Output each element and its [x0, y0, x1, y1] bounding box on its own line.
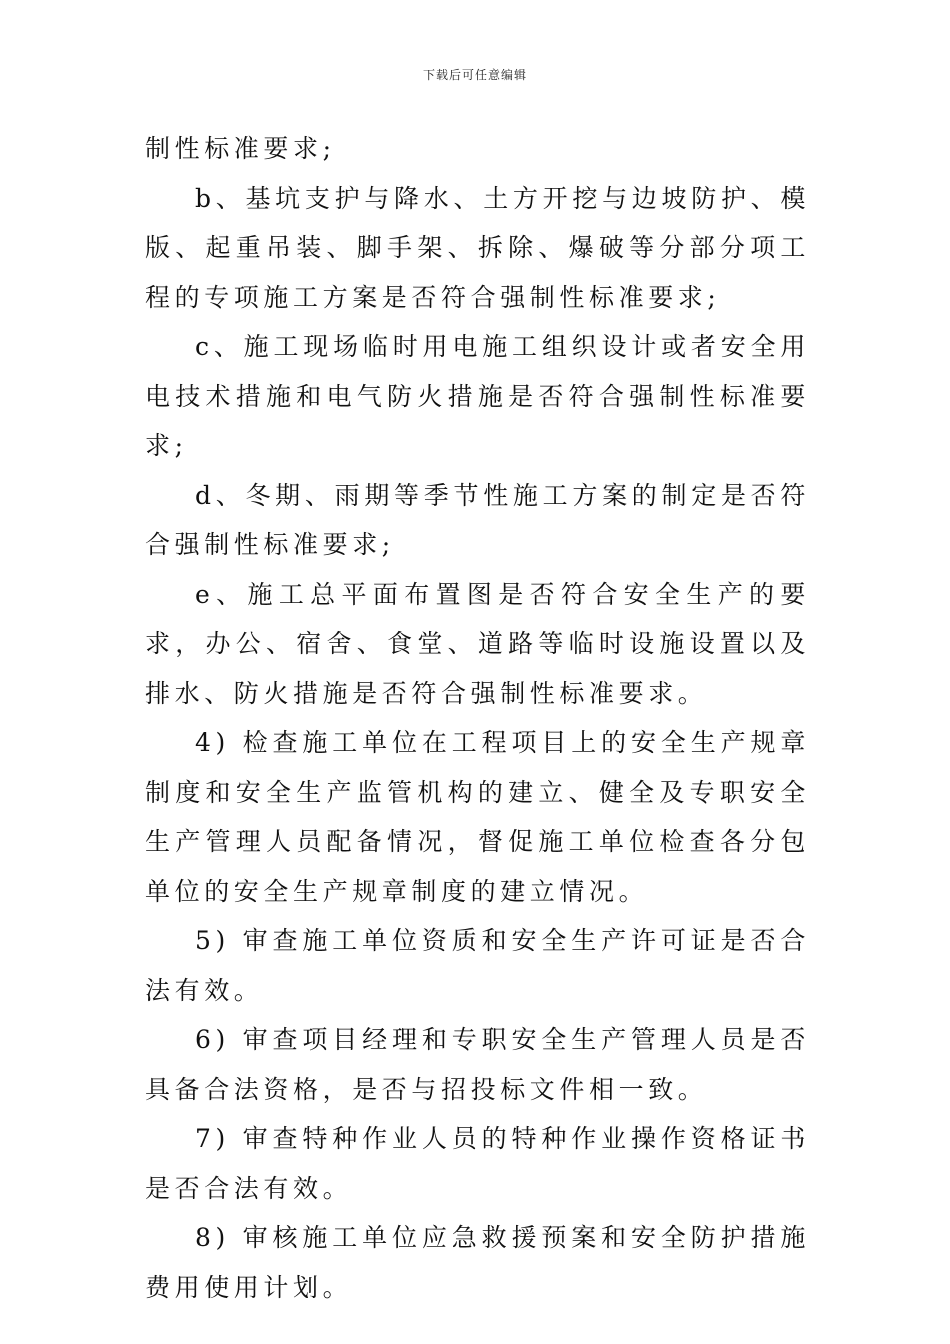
paragraph-item-4: 4) 检查施工单位在工程项目上的安全生产规章制度和安全生产监管机构的建立、健全及专职安全生产管理人员配备情况，督促施工单位检查各分包单位的安全生产规章制度的建立情况。	[145, 728, 810, 906]
paragraph-item-e: e、施工总平面布置图是否符合安全生产的要求，办公、宿舍、食堂、道路等临时设施设置以及排水、防火措施是否符合强制性标准要求。	[145, 579, 810, 708]
paragraph-item-7: 7) 审查特种作业人员的特种作业操作资格证书是否合法有效。	[145, 1124, 810, 1203]
paragraph-item-d: d、冬期、雨期等季节性施工方案的制定是否符合强制性标准要求;	[145, 480, 810, 559]
body-text	[145, 124, 810, 1312]
paragraph-item-b: b、基坑支护与降水、土方开挖与边坡防护、模版、起重吊装、脚手架、拆除、爆破等分部分项工程的专项施工方案是否符合强制性标准要求;	[145, 183, 810, 312]
paragraph-item-c: c、施工现场临时用电施工组织设计或者安全用电技术措施和电气防火措施是否符合强制性标准要求;	[145, 332, 810, 460]
paragraph-continuation: 制性标准要求;	[145, 134, 336, 163]
paragraph-item-5: 5) 审查施工单位资质和安全生产许可证是否合法有效。	[145, 926, 810, 1005]
paragraph-item-8: 8) 审核施工单位应急救援预案和安全防护措施费用使用计划。	[145, 1223, 810, 1302]
header-note: 下载后可任意编辑	[422, 68, 527, 82]
paragraph-item-6: 6) 审查项目经理和专职安全生产管理人员是否具备合法资格，是否与招投标文件相一致。	[145, 1025, 810, 1104]
